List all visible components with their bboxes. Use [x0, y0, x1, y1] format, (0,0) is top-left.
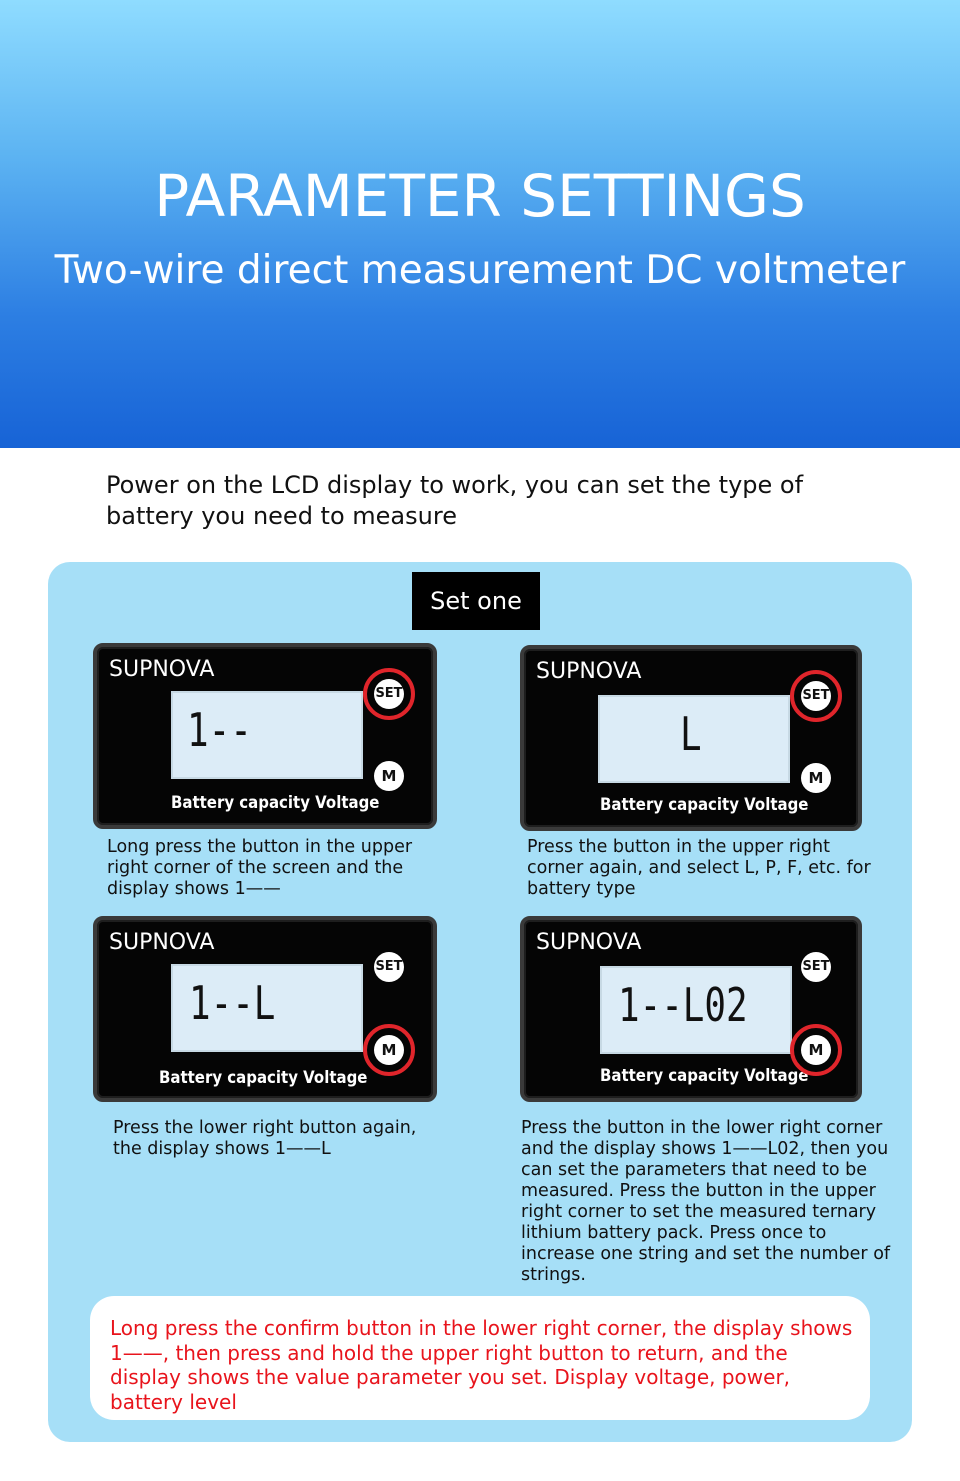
m-button[interactable]: M	[374, 1035, 404, 1065]
set-button[interactable]: SET	[801, 952, 831, 982]
lcd-device-2	[520, 645, 862, 831]
lcd-screen	[598, 695, 790, 783]
m-button[interactable]: M	[374, 761, 404, 791]
intro-text: Power on the LCD display to work, you can set the type of battery you need to measure	[106, 471, 804, 530]
lcd-device-4	[520, 916, 862, 1102]
set-button[interactable]: SET	[374, 679, 404, 709]
lcd-readout: 1--L02	[618, 978, 748, 1032]
step-caption-1: Long press the button in the upper right corner of the screen and the display shows 1——	[107, 837, 413, 899]
lcd-device-1	[93, 643, 437, 829]
device-label: Battery capacity Voltage	[600, 1066, 809, 1086]
m-button[interactable]: M	[801, 1035, 831, 1065]
device-label: Battery capacity Voltage	[600, 795, 809, 815]
device-brand: SUPNOVA	[109, 930, 215, 955]
step-caption-2: Press the button in the upper right corner again, and select L, P, F, etc. for battery type	[527, 837, 871, 899]
lcd-readout: 1--L	[189, 976, 276, 1030]
lcd-screen	[171, 691, 363, 779]
step-caption-3: Press the lower right button again, the display shows 1——L	[113, 1118, 417, 1159]
set-button[interactable]: SET	[374, 952, 404, 982]
device-label: Battery capacity Voltage	[159, 1068, 368, 1088]
note-text: Long press the confirm button in the lower right corner, the display shows 1——, then press and hold the upper right button to return, and the display shows the value parameter you set. Display voltage, power, battery level	[110, 1316, 853, 1414]
step-caption-4: Press the button in the lower right corner and the display shows 1——L02, then you can set the parameters that need to be measured. Press the button in the upper right corner to set the measured ternary lithium battery pack. Press once to increase one string and set the number of strings.	[521, 1118, 891, 1285]
lcd-device-3	[93, 916, 437, 1102]
set-button[interactable]: SET	[801, 681, 831, 711]
lcd-readout: L	[680, 707, 702, 761]
device-brand: SUPNOVA	[536, 930, 642, 955]
lcd-readout: 1--	[187, 703, 252, 757]
page-subtitle: Two-wire direct measurement DC voltmeter	[54, 248, 906, 293]
lcd-screen	[600, 966, 792, 1054]
device-brand: SUPNOVA	[536, 659, 642, 684]
device-label: Battery capacity Voltage	[171, 793, 380, 813]
header-banner	[0, 0, 960, 448]
device-brand: SUPNOVA	[109, 657, 215, 682]
lcd-screen	[171, 964, 363, 1052]
m-button[interactable]: M	[801, 763, 831, 793]
note-box	[90, 1296, 870, 1420]
page-title: PARAMETER SETTINGS	[154, 162, 806, 230]
section-label: Set one	[412, 572, 540, 630]
